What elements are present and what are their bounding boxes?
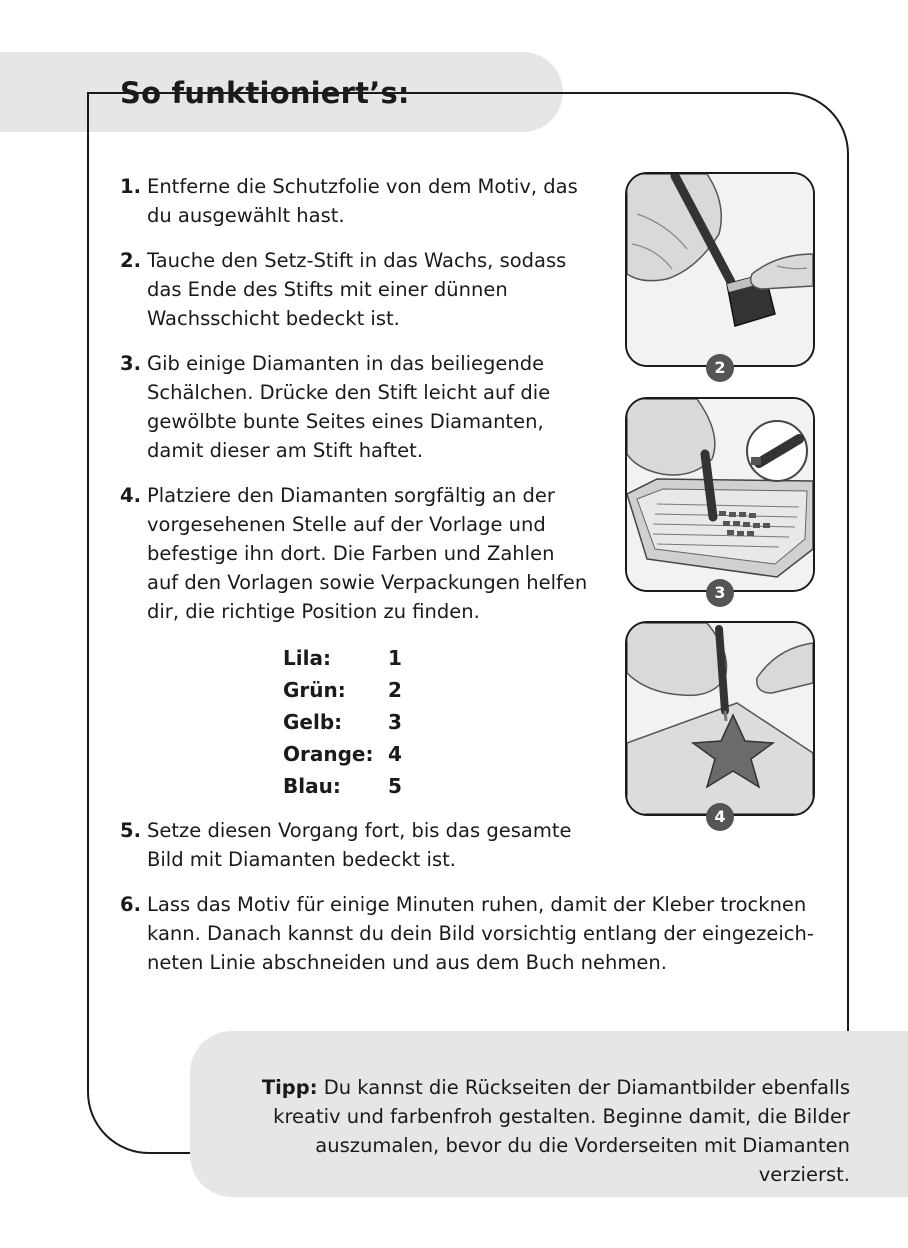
step-number: 4. [120, 484, 141, 507]
color-row [283, 738, 402, 770]
color-name: Gelb: [283, 709, 343, 734]
color-number: 4 [388, 741, 402, 766]
step-text: Setze diesen Vorgang fort, bis das gesamte Bild mit Diamanten bedeckt ist. [147, 819, 572, 871]
color-row [283, 770, 402, 802]
illustration-step-4 [625, 621, 815, 816]
color-name: Grün: [283, 677, 346, 702]
step-badge: 3 [706, 579, 734, 607]
step-3 [120, 349, 590, 465]
illustration-step-2 [625, 172, 815, 367]
step-4 [120, 481, 590, 626]
tip-box [190, 1031, 908, 1197]
color-name: Orange: [283, 741, 374, 766]
color-number-table [283, 642, 402, 802]
step-6 [120, 890, 847, 977]
color-name: Blau: [283, 773, 341, 798]
steps-list [120, 172, 814, 993]
color-number: 3 [388, 709, 402, 734]
step-number: 6. [120, 893, 141, 916]
step-number: 1. [120, 175, 141, 198]
color-number: 2 [388, 677, 402, 702]
picking-diamond-from-tray-icon [627, 399, 813, 590]
color-row [283, 642, 402, 674]
illustration-step-3 [625, 397, 815, 592]
step-number: 5. [120, 819, 141, 842]
step-number: 3. [120, 352, 141, 375]
step-text: Tauche den Setz-Stift in das Wachs, sodass das Ende des Stifts mit einer dünnen Wachsschicht bedeckt ist. [147, 249, 567, 330]
tip-label: Tipp: [261, 1076, 318, 1099]
color-name: Lila: [283, 645, 331, 670]
step-text: Platziere den Diamanten sorgfältig an der vorgesehenen Stelle auf der Vorlage und befestige ihn dort. Die Farben und Zahlen auf den Vorlagen sowie Verpackungen helfen dir, die richtige Position zu finden. [147, 484, 588, 623]
step-5 [120, 816, 590, 874]
step-text: Entferne die Schutzfolie von dem Motiv, das du ausgewählt hast. [147, 175, 578, 227]
dipping-pen-in-wax-icon [627, 174, 813, 365]
step-badge: 4 [706, 803, 734, 831]
step-2 [120, 246, 590, 333]
tip-body: Du kannst die Rückseiten der Diamantbilder ebenfalls kreativ und farbenfroh gestalten. Beginne damit, die Bilder auszumalen, bevor du die Vorderseiten mit Diamanten verzierst. [273, 1076, 850, 1186]
tip-text [250, 1073, 850, 1189]
color-number: 5 [388, 773, 402, 798]
color-row [283, 706, 402, 738]
color-row [283, 674, 402, 706]
color-number: 1 [388, 645, 402, 670]
step-badge: 2 [706, 354, 734, 382]
step-text: Lass das Motiv für einige Minuten ruhen, damit der Kleber trocknen kann. Danach kannst du dein Bild vorsichtig entlang der eingezeich-neten Linie abschneiden und aus dem Buch nehmen. [147, 893, 814, 974]
placing-diamond-on-star-icon [627, 623, 813, 814]
step-text: Gib einige Diamanten in das beiliegende Schälchen. Drücke den Stift leicht auf die gewölbte bunte Seites eines Diamanten, damit dieser am Stift haftet. [147, 352, 551, 462]
step-1 [120, 172, 590, 230]
step-number: 2. [120, 249, 141, 272]
page-title: So funktioniert’s: [120, 76, 410, 110]
